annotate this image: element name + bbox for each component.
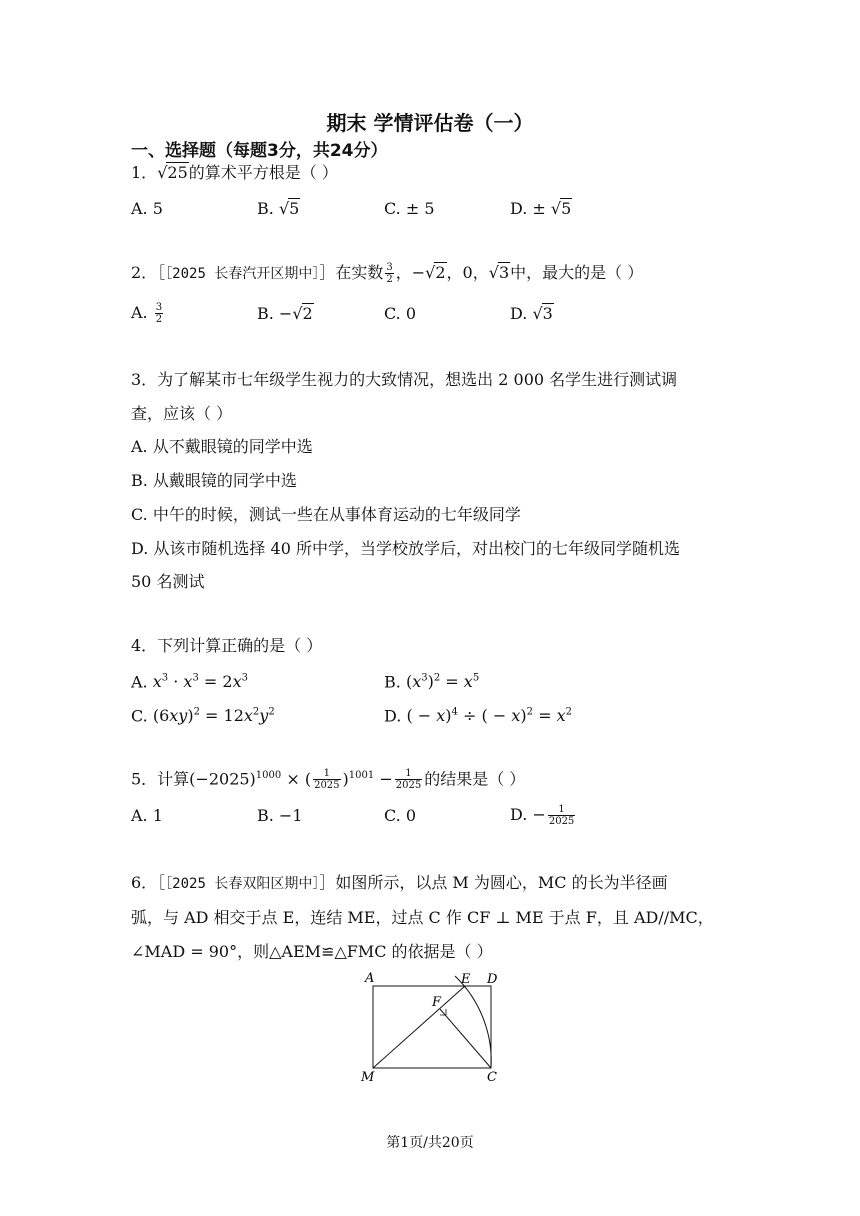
label-d: D [487,972,498,987]
option-b[interactable] [257,199,300,219]
option-label: A. [131,303,153,322]
stem-text: 的结果是（ ） [424,769,526,789]
fraction [385,262,393,285]
numerator: 1 [313,768,340,780]
section-heading: 一、选择题（每题3分，共24分） [131,141,388,161]
label-m: M [361,1070,375,1085]
option-a[interactable]: A. 1 [131,806,163,825]
exponent: 1000 [255,770,282,781]
denominator: 2025 [395,780,422,792]
option-b[interactable]: B. 从戴眼镜的同学中选 [131,471,297,490]
question-3-line2: 查，应该（ ） [131,404,233,423]
numerator: 3 [155,302,163,313]
option-label: D. ± [510,199,551,218]
exponent: 1001 [348,770,375,781]
radicand: 3 [542,304,553,323]
radicand: 25 [167,163,188,182]
denominator: 2 [155,314,163,325]
page-footer: 第1页/共20页 [386,1135,474,1151]
option-label: C. [131,706,153,726]
option-label: D. − [510,805,546,824]
question-number: 1． [131,163,158,182]
radical-sign: √ [278,199,290,218]
radicand: 5 [289,199,300,218]
radical-sign: √ [532,304,543,323]
stem-text: ］如图所示，以点 M 为圆心，MC 的长为半径画 [319,873,668,892]
radical-sign: √ [292,304,303,323]
option-a[interactable] [131,669,248,692]
question-5-stem [131,766,525,791]
label-a: A [365,971,375,986]
radical-sign: √ [425,263,436,282]
denominator: 2025 [548,816,575,827]
option-label: B. [384,672,406,692]
question-6-line1 [131,873,668,894]
exam-source-tag: ［2025 长春汽开区期中］ [165,266,320,282]
stem-text: 的算术平方根是（ ） [188,163,338,182]
math-expression: $(6xy)^2 = 12x^2y^2$ [152,706,275,726]
option-b[interactable]: B. −1 [257,806,303,825]
option-c[interactable]: C. 0 [384,304,417,323]
option-d[interactable] [384,703,572,726]
label-c: C [487,1070,497,1085]
radical-sign: √ [550,199,562,218]
option-d[interactable] [510,304,554,324]
question-number: 2．［ [131,263,166,282]
operator: − [374,769,393,789]
radicand: 2 [435,263,446,282]
radicand: 3 [498,263,510,282]
label-f: F [432,995,442,1010]
stem-text: ，0， [446,263,489,282]
option-c[interactable] [131,703,275,726]
numerator: 1 [395,768,422,780]
denominator: 2025 [314,780,340,792]
option-c[interactable]: C. 中午的时候，测试一些在从事体育运动的七年级同学 [131,505,521,524]
question-3-line1: 3．为了解某市七年级学生视力的大致情况，想选出 2 000 名学生进行测试调 [131,370,678,389]
question-number: 6．［ [131,873,166,892]
stem-text: 中，最大的是（ ） [510,263,644,282]
option-label: B. − [257,304,293,323]
stem-text: ］在实数 [319,263,384,282]
option-d[interactable] [510,199,572,219]
page-title: 期末 学情评估卷（一） [326,111,534,135]
label-e: E [461,972,471,987]
math-expression: $x^3 \cdot x^3 = 2x^3$ [152,672,248,692]
radical-sign: √ [157,163,168,182]
option-label: A. [131,672,153,692]
option-d-continued: 50 名测试 [131,572,205,591]
option-b[interactable] [257,304,314,324]
question-6-line3: ∠MAD = 90°，则△AEM≌△FMC 的依据是（ ） [131,942,493,961]
question-4-stem: 4．下列计算正确的是（ ） [131,636,323,655]
question-1-stem [131,163,338,183]
math-expression: ( − x)$^4$ ÷ ( − $x)^2 = x^2$ [406,706,572,726]
option-c[interactable]: C. 0 [384,806,417,825]
exam-source-tag: ［2025 长春双阳区期中］ [165,876,320,892]
question-2-stem [131,262,643,285]
option-b[interactable] [384,669,479,692]
option-d[interactable]: D. 从该市随机选择 40 所中学，当学校放学后，对出校门的七年级同学随机选 [131,539,680,558]
separator: ， [395,263,412,282]
option-a[interactable]: A. 5 [131,199,163,218]
numerator: 1 [548,804,575,816]
fraction [395,768,422,791]
fraction [313,768,340,791]
operator: × ( [281,769,312,789]
fraction [155,302,163,325]
option-a[interactable] [131,302,165,325]
option-d[interactable] [510,804,577,827]
minus-sign: − [411,263,426,282]
geometry-figure [355,968,505,1086]
question-6-line2: 弧，与 AD 相交于点 E，连结 ME，过点 C 作 CF ⊥ ME 于点 F，且 AD//MC， [131,908,714,927]
option-label: B. [257,199,279,218]
segment-me [373,986,465,1068]
option-label: D. [510,304,533,323]
stem-text: 5．计算(−2025) [131,769,256,789]
math-expression: $(x^3)^2 = x^5$ [405,672,480,692]
option-label: D. [384,706,407,726]
radical-sign: √ [488,263,499,282]
denominator: 2 [386,274,393,285]
radicand: 5 [561,199,572,218]
numerator: 3 [386,262,393,273]
radicand: 2 [302,304,313,323]
paren: ) [342,769,349,789]
fraction [548,804,575,827]
option-a[interactable]: A. 从不戴眼镜的同学中选 [131,437,313,456]
option-c[interactable]: C. ± 5 [384,199,435,218]
